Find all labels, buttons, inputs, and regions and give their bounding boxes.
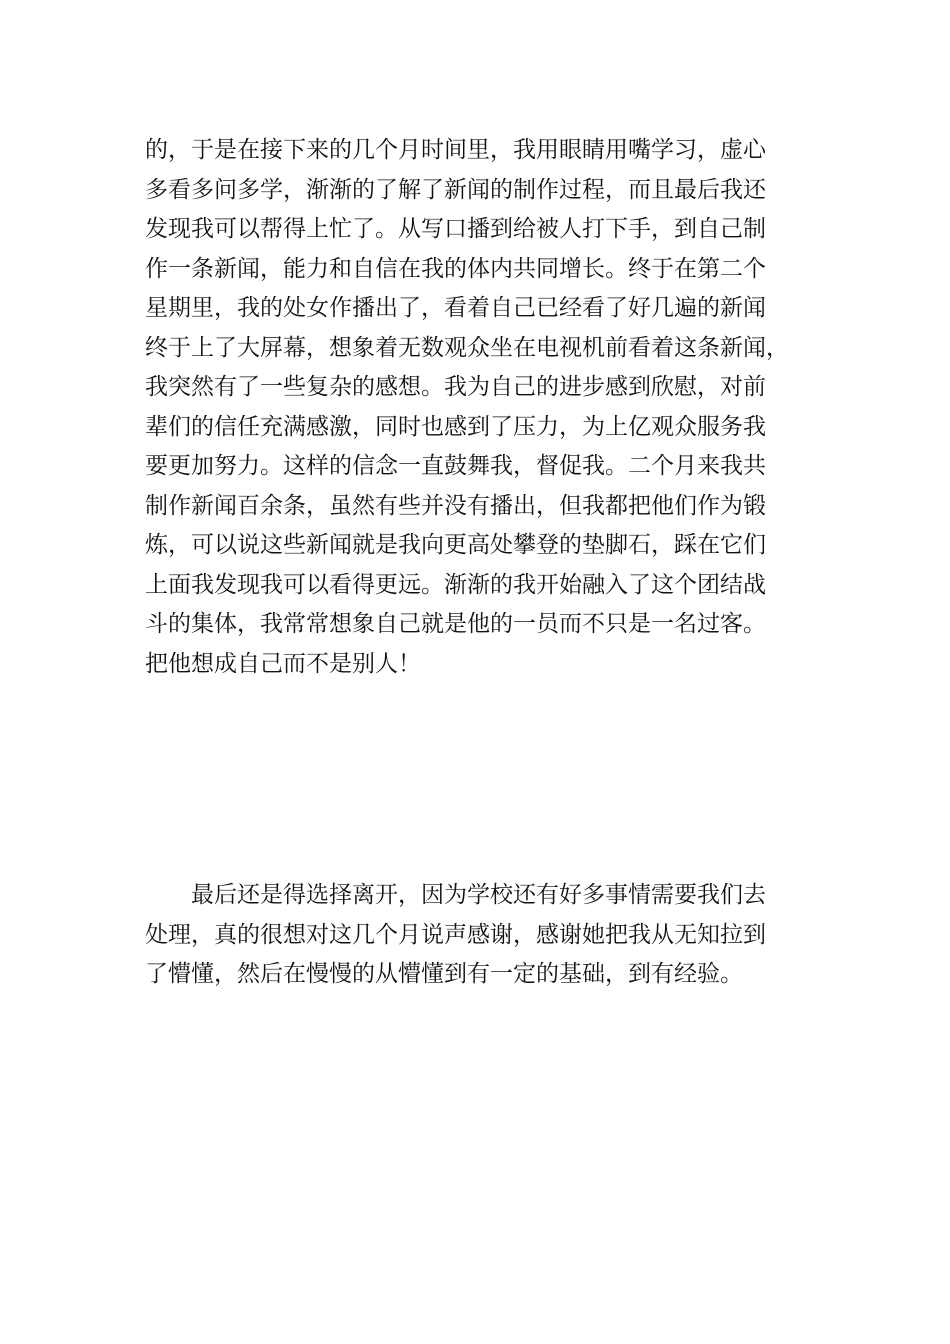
text-line: 斗的集体，我常常想象自己就是他的一员而不只是一名过客。 [145, 611, 766, 637]
text-line: 上面我发现我可以看得更远。渐渐的我开始融入了这个团结战 [145, 571, 766, 598]
text-line: 了懵懂，然后在慢慢的从懵懂到有一定的基础，到有经验。 [145, 961, 743, 987]
text-line: 星期里，我的处女作播出了，看着自己已经看了好几遍的新闻 [145, 295, 766, 321]
text-line: 炼，可以说这些新闻就是我向更高处攀登的垫脚石，踩在它们 [145, 532, 766, 558]
text-line: 我突然有了一些复杂的感想。我为自己的进步感到欣慰，对前 [145, 374, 766, 400]
text-line: 把他想成自己而不是别人！ [145, 650, 421, 677]
text-line: 终于上了大屏幕，想象着无数观众坐在电视机前看着这条新闻， [145, 334, 789, 361]
text-line: 发现我可以帮得上忙了。从写口播到给被人打下手，到自己制 [145, 216, 766, 242]
text-line: 多看多问多学，渐渐的了解了新闻的制作过程，而且最后我还 [145, 176, 766, 203]
body-paragraph-1 [145, 131, 815, 684]
text-line: 要更加努力。这样的信念一直鼓舞我，督促我。二个月来我共 [145, 453, 766, 479]
text-line: 辈们的信任充满感激，同时也感到了压力，为上亿观众服务我 [145, 413, 766, 440]
body-paragraph-2 [145, 876, 815, 995]
text-line: 的，于是在接下来的几个月时间里，我用眼睛用嘴学习，虚心 [145, 137, 766, 163]
text-line: 处理，真的很想对这几个月说声感谢，感谢她把我从无知拉到 [145, 921, 766, 948]
text-line: 最后还是得选择离开，因为学校还有好多事情需要我们去 [145, 882, 766, 908]
text-line: 制作新闻百余条，虽然有些并没有播出，但我都把他们作为锻 [145, 492, 766, 519]
text-line: 作一条新闻，能力和自信在我的体内共同增长。终于在第二个 [145, 255, 766, 282]
